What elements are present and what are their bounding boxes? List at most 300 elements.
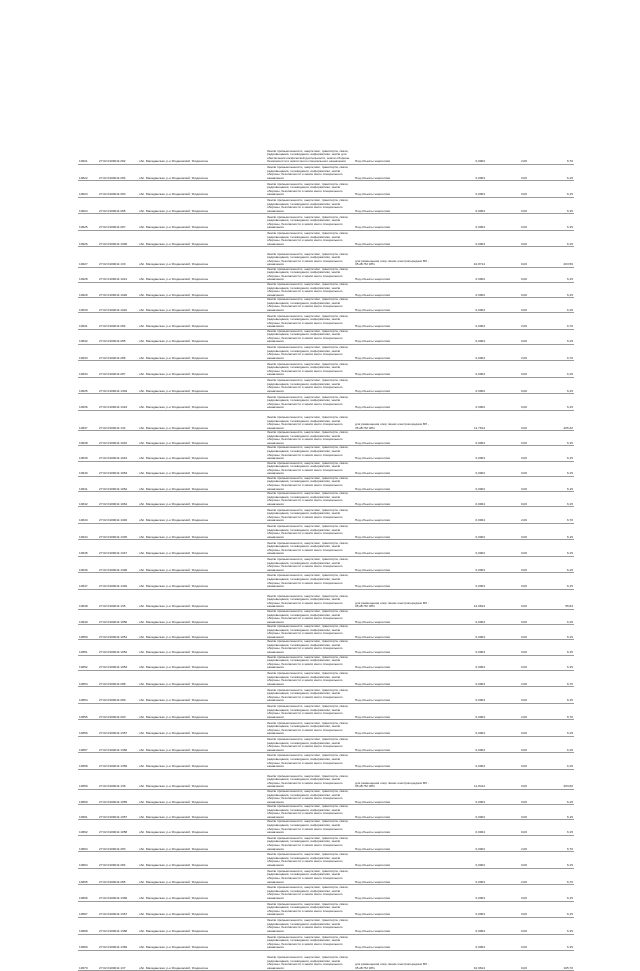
empty-cell	[216, 540, 266, 556]
cell-cad: 27:02:0109011:1349	[98, 573, 138, 589]
cell-tax: 6,15	[528, 298, 574, 313]
cell-n: 10663	[78, 835, 98, 851]
table-row	[78, 410, 574, 430]
empty-cell	[216, 852, 266, 868]
table-row	[78, 230, 574, 246]
empty-cell	[216, 329, 266, 344]
cell-area: 0,0004	[434, 835, 486, 851]
empty-cell	[216, 313, 266, 329]
cell-tax: 6,15	[528, 197, 574, 213]
cell-tax: 6,15	[528, 610, 574, 625]
table-row	[78, 431, 574, 446]
cell-use: Под объекты энергетики	[354, 476, 434, 491]
cell-cad: 27:02:0109011:1366	[98, 885, 138, 901]
cell-tax: 6,15	[528, 377, 574, 393]
empty-cell	[216, 625, 266, 640]
cell-use: Под объекты энергетики	[354, 313, 434, 329]
cell-owner: обл. Магаданская, р-н Ягоднинский, Ягодинское	[138, 540, 216, 556]
empty-cell	[216, 446, 266, 461]
cell-rate: 0,00	[486, 573, 528, 589]
cell-area: 0,0004	[434, 431, 486, 446]
cell-n: 10652	[78, 655, 98, 670]
cell-area: 0,0004	[434, 790, 486, 805]
cell-n: 10627	[78, 247, 98, 267]
table-row	[78, 446, 574, 461]
cell-rate: 0,00	[486, 934, 528, 950]
cell-n: 10651	[78, 640, 98, 655]
cell-n: 10631	[78, 313, 98, 329]
cell-use: Под объекты энергетики	[354, 868, 434, 884]
cell-cat: Земли промышленности, энергетики, транспорта, связи, радиовещания, телевидения, информатики, земли обороны, безопасности и земли иного специального назначения	[266, 267, 354, 282]
cell-owner: обл. Магаданская, р-н Ягоднинский, Ягодинское	[138, 247, 216, 267]
cell-use: Под объекты энергетики	[354, 298, 434, 313]
table-row	[78, 589, 574, 609]
cell-use: Под объекты энергетики	[354, 610, 434, 625]
cell-use: Под объекты энергетики	[354, 523, 434, 539]
table-row	[78, 164, 574, 180]
cell-rate: 0,00	[486, 492, 528, 507]
table-row	[78, 214, 574, 230]
cell-area: 0,0004	[434, 394, 486, 410]
cell-tax: 6,15	[528, 181, 574, 197]
cell-cat: Земли промышленности, энергетики, транспорта, связи, радиовещания, телевидения, информатики, земли обороны, безопасности и земли иного специального назначения	[266, 640, 354, 655]
cell-use: Под объекты энергетики	[354, 507, 434, 523]
cell-cat: Земли промышленности, энергетики, транспорта, связи, радиовещания, телевидения, информатики, земли обороны, безопасности и земли иного специального назначения	[266, 790, 354, 805]
empty-cell	[216, 687, 266, 703]
cell-cat: Земли промышленности, энергетики, транспорта, связи, радиовещания, телевидения, информатики, земли обороны, безопасности и земли иного специального назначения	[266, 507, 354, 523]
cell-cad: 27:02:0109011:1304	[98, 377, 138, 393]
cell-rate: 2,00	[486, 835, 528, 851]
empty-cell	[216, 589, 266, 609]
cell-cad: 27:02:0109011:285	[98, 197, 138, 213]
cell-area: 0,0004	[434, 540, 486, 556]
empty-cell	[216, 282, 266, 297]
table-row	[78, 247, 574, 267]
cell-area: 0,0004	[434, 197, 486, 213]
registry-rows	[78, 148, 574, 971]
empty-cell	[216, 918, 266, 934]
cell-tax: 95,84	[528, 589, 574, 609]
cell-owner: обл. Магаданская, р-н Ягоднинский, Ягодинское	[138, 655, 216, 670]
cell-owner: обл. Магаданская, р-н Ягоднинский, Ягодинское	[138, 394, 216, 410]
cell-n: 10665	[78, 868, 98, 884]
cell-area: 0,0004	[434, 625, 486, 640]
cell-n: 10629	[78, 282, 98, 297]
cell-owner: обл. Магаданская, р-н Ягоднинский, Ягодинское	[138, 282, 216, 297]
cell-area: 0,0004	[434, 329, 486, 344]
cell-n: 10630	[78, 298, 98, 313]
cell-use: Под объекты энергетики	[354, 214, 434, 230]
cell-cad: 27:02:0109011:1357	[98, 720, 138, 736]
cell-tax: 6,15	[528, 640, 574, 655]
cell-rate: 0,00	[486, 556, 528, 572]
cell-owner: обл. Магаданская, р-н Ягоднинский, Ягодинское	[138, 640, 216, 655]
cell-cat: Земли промышленности, энергетики, транспорта, связи, радиовещания, телевидения, информатики, земли обороны, безопасности и земли иного специального назначения	[266, 394, 354, 410]
cell-rate: 2,00	[486, 703, 528, 719]
cell-rate: 0,00	[486, 720, 528, 736]
cell-cad: 27:02:0109011:1348	[98, 556, 138, 572]
cell-owner: обл. Магаданская, р-н Ягоднинский, Ягодинское	[138, 197, 216, 213]
cell-tax: 6,15	[528, 918, 574, 934]
cell-cat: Земли промышленности, энергетики, транспорта, связи, радиовещания, телевидения, информатики, земли обороны, безопасности и земли иного специального назначения	[266, 589, 354, 609]
cell-cad: 27:02:0109011:283	[98, 835, 138, 851]
cell-rate: 0,00	[486, 540, 528, 556]
cell-rate: 0,00	[486, 267, 528, 282]
cell-tax: 6,15	[528, 790, 574, 805]
cell-cad: 27:02:0109011:1360	[98, 736, 138, 752]
cell-rate: 0,00	[486, 589, 528, 609]
cell-owner: обл. Магаданская, р-н Ягоднинский, Ягодинское	[138, 492, 216, 507]
cell-cad: 27:02:0109011:1020	[98, 282, 138, 297]
cell-cat: Земли промышленности, энергетики, транспорта, связи, радиовещания, телевидения, информатики, земли обороны, безопасности и земли иного специального назначения	[266, 868, 354, 884]
table-row	[78, 670, 574, 686]
cell-cad: 27:02:0109011:1064	[98, 492, 138, 507]
cell-use: Под объекты энергетики	[354, 736, 434, 752]
cell-area: 0,0004	[434, 736, 486, 752]
table-row	[78, 476, 574, 491]
cell-n: 10662	[78, 820, 98, 835]
empty-cell	[216, 492, 266, 507]
table-row	[78, 934, 574, 950]
cell-cad: 27:02:0109011:1346	[98, 507, 138, 523]
cell-cat: Земли промышленности, энергетики, транспорта, связи, радиовещания, телевидения, информатики, земли обороны, безопасности и земли иного специального назначения	[266, 313, 354, 329]
cell-use: Под объекты энергетики	[354, 377, 434, 393]
empty-cell	[216, 267, 266, 282]
cell-n: 10648	[78, 589, 98, 609]
cell-tax: 6,15	[528, 214, 574, 230]
cell-cat: Земли промышленности, энергетики, транспорта, связи, радиовещания, телевидения, информатики, земли обороны, безопасности и земли иного специального назначения	[266, 835, 354, 851]
cell-n: 10654	[78, 687, 98, 703]
registry-table	[78, 148, 574, 971]
cell-use: Под объекты энергетики	[354, 703, 434, 719]
cell-rate: 0,00	[486, 214, 528, 230]
table-row	[78, 640, 574, 655]
empty-cell	[216, 720, 266, 736]
cell-area: 0,0004	[434, 164, 486, 180]
cell-cat: Земли промышленности, энергетики, транспорта, связи, радиовещания, телевидения, информатики, земли обороны, безопасности и земли иного специального назначения	[266, 852, 354, 868]
empty-cell	[216, 298, 266, 313]
cell-cat: Земли промышленности, энергетики, транспорта, связи, радиовещания, телевидения, информатики, земли обороны, безопасности и земли иного специального назначения	[266, 625, 354, 640]
cell-area: 0,0004	[434, 720, 486, 736]
cell-cat: Земли промышленности, энергетики, транспорта, связи, радиовещания, телевидения, информатики, земли обороны, безопасности и земли иного специального назначения	[266, 214, 354, 230]
cell-area: 10,8714	[434, 247, 486, 267]
cell-cad: 27:02:0109011:283	[98, 181, 138, 197]
empty-cell	[216, 181, 266, 197]
empty-cell	[216, 148, 266, 164]
cell-owner: обл. Магаданская, р-н Ягоднинский, Ягодинское	[138, 230, 216, 246]
cell-rate: 2,00	[486, 313, 528, 329]
cell-owner: обл. Магаданская, р-н Ягоднинский, Ягодинское	[138, 507, 216, 523]
cell-area: 0,0004	[434, 556, 486, 572]
table-row	[78, 703, 574, 719]
cell-owner: обл. Магаданская, р-н Ягоднинский, Ягодинское	[138, 918, 216, 934]
table-row	[78, 655, 574, 670]
cell-rate: 2,00	[486, 670, 528, 686]
cell-n: 10635	[78, 377, 98, 393]
cell-n: 10628	[78, 267, 98, 282]
table-row	[78, 298, 574, 313]
cell-area: 0,0004	[434, 298, 486, 313]
cell-use: Под объекты энергетики	[354, 573, 434, 589]
cell-tax: 6,15	[528, 655, 574, 670]
cell-n: 10653	[78, 670, 98, 686]
cell-rate: 0,00	[486, 687, 528, 703]
cell-tax: 205,32	[528, 410, 574, 430]
cell-n: 10622	[78, 164, 98, 180]
table-row	[78, 835, 574, 851]
cell-n: 10639	[78, 446, 98, 461]
cell-owner: обл. Магаданская, р-н Ягоднинский, Ягодинское	[138, 769, 216, 789]
cell-owner: обл. Магаданская, р-н Ягоднинский, Ягодинское	[138, 820, 216, 835]
cell-n: 10633	[78, 345, 98, 361]
cell-owner: обл. Магаданская, р-н Ягоднинский, Ягодинское	[138, 805, 216, 820]
cell-n: 10626	[78, 230, 98, 246]
cell-cat: Земли промышленности, энергетики, транспорта, связи, радиовещания, телевидения, информатики, земли обороны, безопасности и земли иного специального назначения	[266, 703, 354, 719]
cell-cad: 27:02:0109011:1052	[98, 640, 138, 655]
cell-owner: обл. Магаданская, р-н Ягоднинский, Ягодинское	[138, 753, 216, 769]
table-row	[78, 852, 574, 868]
cell-tax: 6,15	[528, 267, 574, 282]
cell-cat: Земли промышленности, энергетики, транспорта, связи, радиовещания, телевидения, информатики, земли обороны, безопасности и земли иного специального назначения	[266, 610, 354, 625]
cell-rate: 0,00	[486, 446, 528, 461]
cell-tax: 6,15	[528, 329, 574, 344]
cell-cat: Земли промышленности, энергетики, транспорта, связи, радиовещания, телевидения, информатики, земли обороны, безопасности и земли иного специального назначения	[266, 720, 354, 736]
cell-n: 10641	[78, 476, 98, 491]
cell-use: Под объекты энергетики	[354, 852, 434, 868]
empty-cell	[216, 790, 266, 805]
cell-cat: Земли промышленности, энергетики, транспорта, связи, радиовещания, телевидения, информатики, земли обороны, безопасности и земли иного специального назначения	[266, 540, 354, 556]
cell-owner: обл. Магаданская, р-н Ягоднинский, Ягодинское	[138, 446, 216, 461]
cell-rate: 0,00	[486, 610, 528, 625]
cell-owner: обл. Магаданская, р-н Ягоднинский, Ягодинское	[138, 345, 216, 361]
cell-area: 0,0004	[434, 753, 486, 769]
cell-area: 0,0004	[434, 852, 486, 868]
cell-tax: 6,15	[528, 361, 574, 377]
cell-rate: 0,00	[486, 361, 528, 377]
cell-tax: 6,15	[528, 720, 574, 736]
empty-cell	[216, 230, 266, 246]
cell-use: Под объекты энергетики	[354, 148, 434, 164]
cell-rate: 0,00	[486, 852, 528, 868]
cell-n: 10624	[78, 197, 98, 213]
table-row	[78, 918, 574, 934]
empty-cell	[216, 640, 266, 655]
cell-area: 14,9814	[434, 589, 486, 609]
cell-cad: 27:02:0109011:1368	[98, 918, 138, 934]
cell-owner: обл. Магаданская, р-н Ягоднинский, Ягодинское	[138, 736, 216, 752]
cell-area: 0,0004	[434, 901, 486, 917]
cell-area: 0,0004	[434, 703, 486, 719]
cell-tax: 6,15	[528, 687, 574, 703]
cell-use: Под объекты энергетики	[354, 556, 434, 572]
cell-n: 10658	[78, 753, 98, 769]
table-row	[78, 625, 574, 640]
cell-cad: 27:02:0109011:1022	[98, 298, 138, 313]
cell-tax: 6,15	[528, 523, 574, 539]
cell-use: Под объекты энергетики	[354, 820, 434, 835]
cell-cad: 27:02:0109011:1053	[98, 655, 138, 670]
empty-cell	[216, 670, 266, 686]
cell-tax: 6,15	[528, 492, 574, 507]
cell-cat: Земли промышленности, энергетики, транспорта, связи, радиовещания, телевидения, информатики, земли обороны, безопасности и земли иного специального назначения	[266, 805, 354, 820]
cell-owner: обл. Магаданская, р-н Ягоднинский, Ягодинское	[138, 852, 216, 868]
cell-cat: Земли промышленности, энергетики, транспорта, связи, радиовещания, телевидения, информатики, земли обороны, безопасности и земли иного специального назначения	[266, 247, 354, 267]
cell-owner: обл. Магаданская, р-н Ягоднинский, Ягодинское	[138, 885, 216, 901]
cell-n: 10664	[78, 852, 98, 868]
cell-rate: 0,00	[486, 640, 528, 655]
cell-area: 11,8414	[434, 769, 486, 789]
cell-rate: 2,00	[486, 868, 528, 884]
cell-cat: Земли промышленности, энергетики, транспорта, связи, радиовещания, телевидения, информатики, земли обороны, безопасности и земли иного специального назначения	[266, 573, 354, 589]
cell-tax: 6,15	[528, 446, 574, 461]
cell-use: Под объекты энергетики	[354, 885, 434, 901]
empty-cell	[216, 934, 266, 950]
cell-use: Под объекты энергетики	[354, 805, 434, 820]
table-row	[78, 282, 574, 297]
table-row	[78, 377, 574, 393]
empty-cell	[216, 753, 266, 769]
empty-cell	[216, 820, 266, 835]
cell-n: 10655	[78, 703, 98, 719]
cell-cat: Земли промышленности, энергетики, транспорта, связи, радиовещания, телевидения, информатики, земли обороны, безопасности и земли иного специального назначения	[266, 282, 354, 297]
cell-rate: 0,00	[486, 476, 528, 491]
cell-area: 0,0004	[434, 181, 486, 197]
cell-cad: 27:02:0109011:1051	[98, 625, 138, 640]
cell-n: 10634	[78, 361, 98, 377]
cell-tax: 6,15	[528, 820, 574, 835]
cell-use: Под объекты энергетики	[354, 540, 434, 556]
cell-cad: 27:02:0109011:284	[98, 313, 138, 329]
cell-tax: 6,15	[528, 394, 574, 410]
empty-cell	[216, 461, 266, 476]
table-row	[78, 769, 574, 789]
cell-use: Под объекты энергетики	[354, 492, 434, 507]
cell-use: Под объекты энергетики	[354, 329, 434, 344]
cell-cad: 27:02:0109011:1324	[98, 394, 138, 410]
cell-rate: 0,00	[486, 431, 528, 446]
empty-cell	[216, 345, 266, 361]
cell-use: Под объекты энергетики	[354, 934, 434, 950]
cell-n: 10666	[78, 885, 98, 901]
cell-owner: обл. Магаданская, р-н Ягоднинский, Ягодинское	[138, 720, 216, 736]
empty-cell	[216, 361, 266, 377]
table-row	[78, 720, 574, 736]
empty-cell	[216, 736, 266, 752]
table-row	[78, 267, 574, 282]
cell-cad: 27:02:0109011:285	[98, 329, 138, 344]
cell-cad: 27:02:0109011:287	[98, 214, 138, 230]
cell-use: для размещения опор линии электропередачи ВЛ - 35 кВ ГМ ЭП1	[354, 589, 434, 609]
table-row	[78, 901, 574, 917]
cell-owner: обл. Магаданская, р-н Ягоднинский, Ягодинское	[138, 267, 216, 282]
empty-cell	[216, 805, 266, 820]
cell-area: 11,7614	[434, 410, 486, 430]
cell-use: Под объекты энергетики	[354, 181, 434, 197]
empty-cell	[216, 950, 266, 970]
cell-use: Под объекты энергетики	[354, 431, 434, 446]
cell-cad: 27:02:0109011:286	[98, 345, 138, 361]
cell-use: Под объекты энергетики	[354, 720, 434, 736]
cell-tax: 6,70	[528, 835, 574, 851]
cell-tax: 6,15	[528, 476, 574, 491]
cell-n: 10637	[78, 410, 98, 430]
table-row	[78, 345, 574, 361]
cell-area: 0,0004	[434, 507, 486, 523]
cell-use: Под объекты энергетики	[354, 282, 434, 297]
cell-cad: 27:02:0109011:289	[98, 687, 138, 703]
cell-rate: 0,00	[486, 197, 528, 213]
cell-rate: 0,00	[486, 247, 528, 267]
cell-tax: 6,15	[528, 852, 574, 868]
table-row	[78, 148, 574, 164]
cell-cad: 27:02:0109011:133	[98, 247, 138, 267]
cell-area: 0,0004	[434, 687, 486, 703]
cell-rate: 0,00	[486, 461, 528, 476]
empty-cell	[216, 164, 266, 180]
cell-use: Под объекты энергетики	[354, 753, 434, 769]
cell-owner: обл. Магаданская, р-н Ягоднинский, Ягодинское	[138, 410, 216, 430]
cell-cat: Земли промышленности, энергетики, транспорта, связи, радиовещания, телевидения, информатики, земли обороны, безопасности и земли иного специального назначения	[266, 753, 354, 769]
cell-area: 0,0004	[434, 361, 486, 377]
table-row	[78, 687, 574, 703]
cell-cad: 27:02:0109011:284	[98, 164, 138, 180]
cell-cat: Земли промышленности, энергетики, транспорта, связи, радиовещания, телевидения, информатики, земли обороны, безопасности и земли иного специального назначения	[266, 181, 354, 197]
cell-rate: 2,00	[486, 507, 528, 523]
cell-tax: 6,15	[528, 540, 574, 556]
cell-cat: Земли промышленности, энергетики, транспорта, связи, радиовещания, телевидения, информатики, земли обороны, безопасности и земли иного специального назначения	[266, 410, 354, 430]
cell-rate: 0,00	[486, 625, 528, 640]
cell-use: Под объекты энергетики	[354, 835, 434, 851]
empty-cell	[216, 431, 266, 446]
cell-cad: 27:02:0109011:135	[98, 589, 138, 609]
cell-area: 0,0004	[434, 345, 486, 361]
cell-cad: 27:02:0109011:1058	[98, 820, 138, 835]
cell-n: 10657	[78, 736, 98, 752]
table-row	[78, 507, 574, 523]
cell-use: Под объекты энергетики	[354, 640, 434, 655]
cell-cad: 27:02:0109011:290	[98, 703, 138, 719]
cell-tax: 6,15	[528, 625, 574, 640]
cell-n: 10642	[78, 492, 98, 507]
cell-rate: 0,00	[486, 377, 528, 393]
cell-tax: 6,15	[528, 230, 574, 246]
cell-area: 0,0004	[434, 868, 486, 884]
table-row	[78, 610, 574, 625]
table-row	[78, 492, 574, 507]
cell-cad: 27:02:0109011:1043	[98, 446, 138, 461]
empty-cell	[216, 769, 266, 789]
table-row	[78, 573, 574, 589]
land-registry-table	[78, 148, 574, 971]
cell-cat: Земли промышленности, энергетики, транспорта, связи, радиовещания, телевидения, информатики, земли обороны, безопасности и земли иного специального назначения	[266, 687, 354, 703]
cell-cat: Земли промышленности, энергетики, транспорта, связи, радиовещания, телевидения, информатики, земли обороны, безопасности и земли иного специального назначения	[266, 885, 354, 901]
cell-use: Под объекты энергетики	[354, 918, 434, 934]
cell-tax: 6,70	[528, 868, 574, 884]
cell-cad: 27:02:0109011:1367	[98, 901, 138, 917]
cell-cad: 27:02:0109011:284	[98, 852, 138, 868]
cell-rate: 0,00	[486, 753, 528, 769]
table-row	[78, 361, 574, 377]
cell-cad: 27:02:0109011:1062	[98, 476, 138, 491]
cell-owner: обл. Магаданская, р-н Ягоднинский, Ягодинское	[138, 329, 216, 344]
cell-n: 10670	[78, 950, 98, 970]
cell-cat: Земли промышленности, энергетики, транспорта, связи, радиовещания, телевидения, информатики, земли для обеспечения космической деятельности, земли обороны, безопасности и земли иного специального назначения	[266, 148, 354, 164]
cell-cad: 27:02:0109011:1347	[98, 540, 138, 556]
cell-cat: Земли промышленности, энергетики, транспорта, связи, радиовещания, телевидения, информатики, земли обороны, безопасности и земли иного специального назначения	[266, 736, 354, 752]
cell-n: 10649	[78, 610, 98, 625]
empty-cell	[216, 610, 266, 625]
cell-cat: Земли промышленности, энергетики, транспорта, связи, радиовещания, телевидения, информатики, земли обороны, безопасности и земли иного специального назначения	[266, 298, 354, 313]
